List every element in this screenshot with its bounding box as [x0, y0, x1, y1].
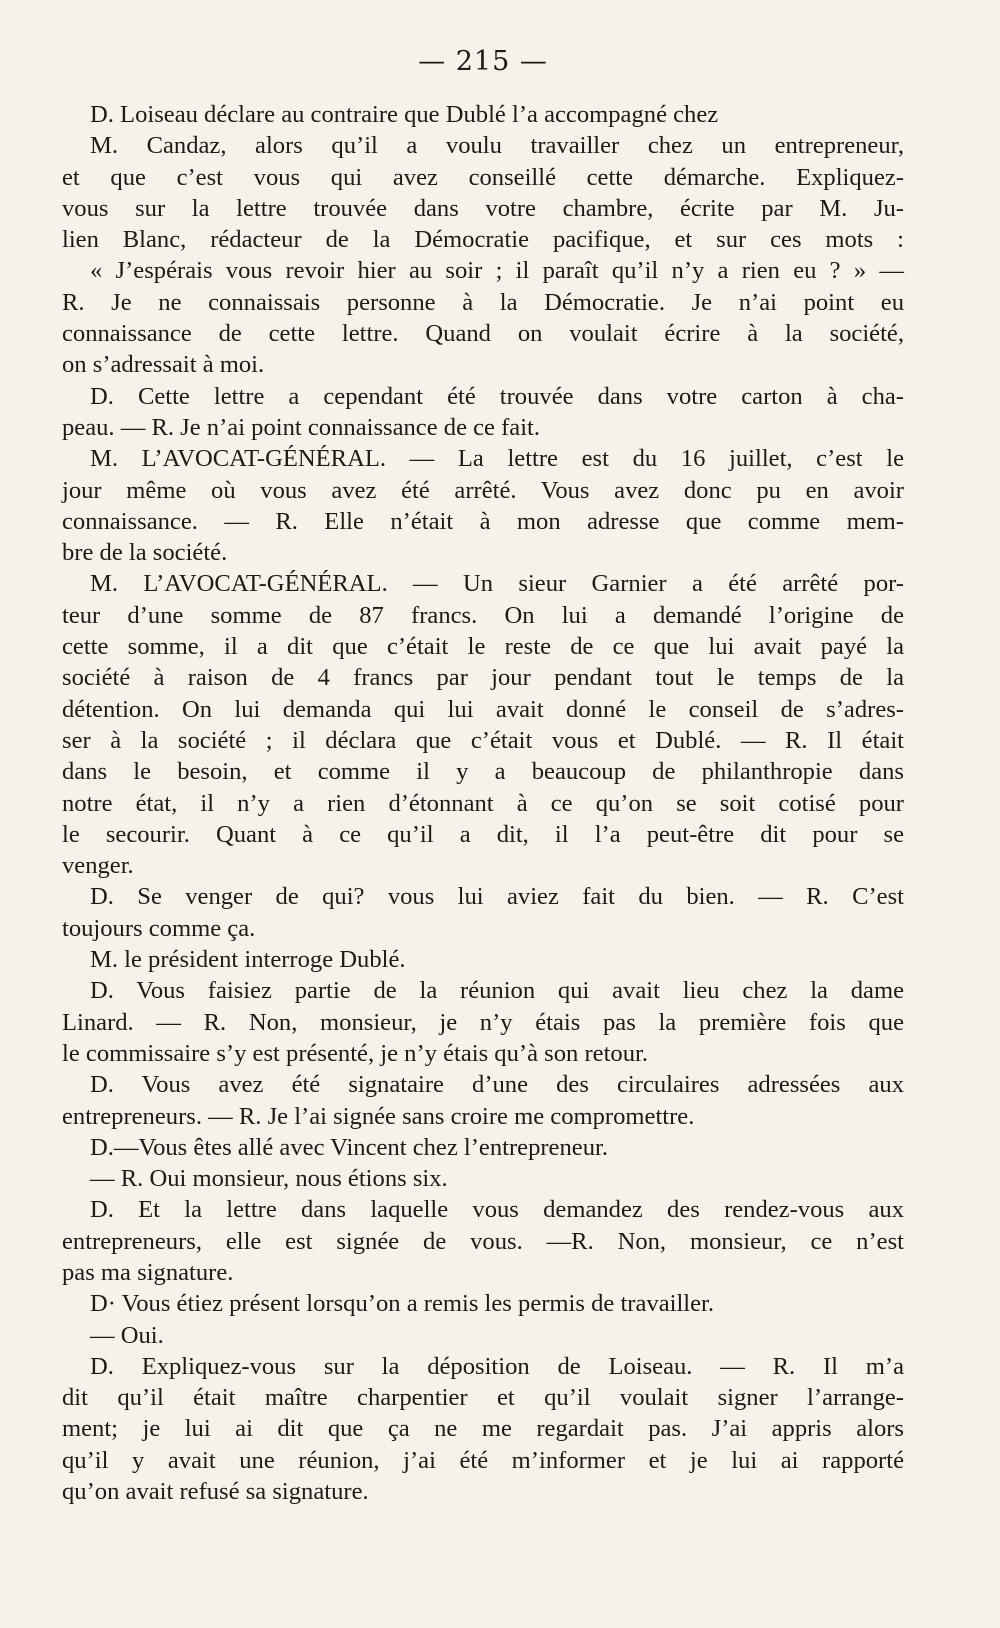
text-line: et que c’est vous qui avez conseillé cette démarche. Expliquez-: [62, 163, 904, 191]
text-line: jour même où vous avez été arrêté. Vous avez donc pu en avoir: [62, 476, 904, 504]
text-line: entrepreneurs, elle est signée de vous. —R. Non, monsieur, ce n’est: [62, 1227, 904, 1255]
text-line: — Oui.: [90, 1321, 164, 1349]
text-line: teur d’une somme de 87 francs. On lui a demandé l’origine de: [62, 601, 904, 629]
text-line: connaissance de cette lettre. Quand on voulait écrire à la société,: [62, 320, 904, 348]
text-line: venger.: [62, 852, 134, 880]
text-line: M. le président interroge Dublé.: [90, 946, 406, 974]
text-line: Linard. — R. Non, monsieur, je n’y étais pas la première fois que: [62, 1008, 904, 1036]
text-line: D. Et la lettre dans laquelle vous demandez des rendez-vous aux: [90, 1196, 904, 1224]
text-line: M. Candaz, alors qu’il a voulu travailler chez un entrepreneur,: [90, 132, 904, 160]
text-line: société à raison de 4 francs par jour pendant tout le temps de la: [62, 664, 904, 692]
text-line: entrepreneurs. — R. Je l’ai signée sans croire me compromettre.: [62, 1102, 695, 1130]
text-line: D. Vous faisiez partie de la réunion qui avait lieu chez la dame: [90, 977, 904, 1005]
text-line: D. Loiseau déclare au contraire que Dublé l’a accompagné chez: [90, 101, 719, 128]
text-line: pas ma signature.: [62, 1258, 234, 1286]
text-line: bre de la société.: [62, 539, 228, 567]
text-line: on s’adressait à moi.: [62, 351, 265, 379]
text-line: qu’on avait refusé sa signature.: [62, 1478, 369, 1506]
text-line: le commissaire s’y est présenté, je n’y étais qu’à son retour.: [62, 1039, 648, 1067]
text-line: détention. On lui demanda qui lui avait donné le conseil de s’adres-: [62, 695, 904, 723]
text-line: ment; je lui ai dit que ça ne me regardait pas. J’ai appris alors: [62, 1415, 904, 1443]
text-line: R. Je ne connaissais personne à la Démocratie. Je n’ai point eu: [62, 288, 904, 316]
text-line: vous sur la lettre trouvée dans votre chambre, écrite par M. Ju-: [62, 194, 904, 222]
text-line: dans le besoin, et comme il y a beaucoup de philanthropie dans: [62, 758, 904, 786]
text-line: le secourir. Quant à ce qu’il a dit, il l’a peut-être dit pour se: [62, 820, 904, 848]
text-line: D. Vous avez été signataire d’une des circulaires adressées aux: [90, 1071, 904, 1099]
text-line: connaissance. — R. Elle n’était à mon adresse que comme mem-: [62, 507, 904, 535]
page-number: — 215 —: [418, 46, 548, 77]
text-line: M. L’AVOCAT-GÉNÉRAL. — Un sieur Garnier a été arrêté por-: [90, 570, 904, 598]
text-line: toujours comme ça.: [62, 914, 256, 942]
text-line: peau. — R. Je n’ai point connaissance de ce fait.: [62, 413, 541, 441]
text-line: M. L’AVOCAT-GÉNÉRAL. — La lettre est du 16 juillet, c’est le: [90, 445, 904, 473]
text-line: cette somme, il a dit que c’était le reste de ce que lui avait payé la: [62, 633, 904, 661]
text-line: D. Se venger de qui? vous lui aviez fait du bien. — R. C’est: [90, 883, 904, 911]
text-line: qu’il y avait une réunion, j’ai été m’informer et je lui ai rapporté: [62, 1446, 904, 1474]
text-line: D.—Vous êtes allé avec Vincent chez l’entrepreneur.: [90, 1133, 608, 1161]
text-line: ser à la société ; il déclara que c’était vous et Dublé. — R. Il était: [62, 726, 904, 754]
text-line: lien Blanc, rédacteur de la Démocratie pacifique, et sur ces mots :: [62, 226, 904, 254]
body-text: [62, 99, 904, 1507]
text-line: notre état, il n’y a rien d’étonnant à ce qu’on se soit cotisé pour: [62, 789, 904, 817]
text-line: — R. Oui monsieur, nous étions six.: [90, 1165, 448, 1193]
text-line: D. Cette lettre a cependant été trouvée dans votre carton à cha-: [90, 382, 904, 410]
text-line: « J’espérais vous revoir hier au soir ; il paraît qu’il n’y a rien eu ? » —: [90, 257, 904, 285]
text-line: D· Vous étiez présent lorsqu’on a remis les permis de travailler.: [90, 1290, 715, 1318]
text-line: dit qu’il était maître charpentier et qu’il voulait signer l’arrange-: [62, 1384, 904, 1412]
text-line: D. Expliquez-vous sur la déposition de Loiseau. — R. Il m’a: [90, 1352, 904, 1380]
